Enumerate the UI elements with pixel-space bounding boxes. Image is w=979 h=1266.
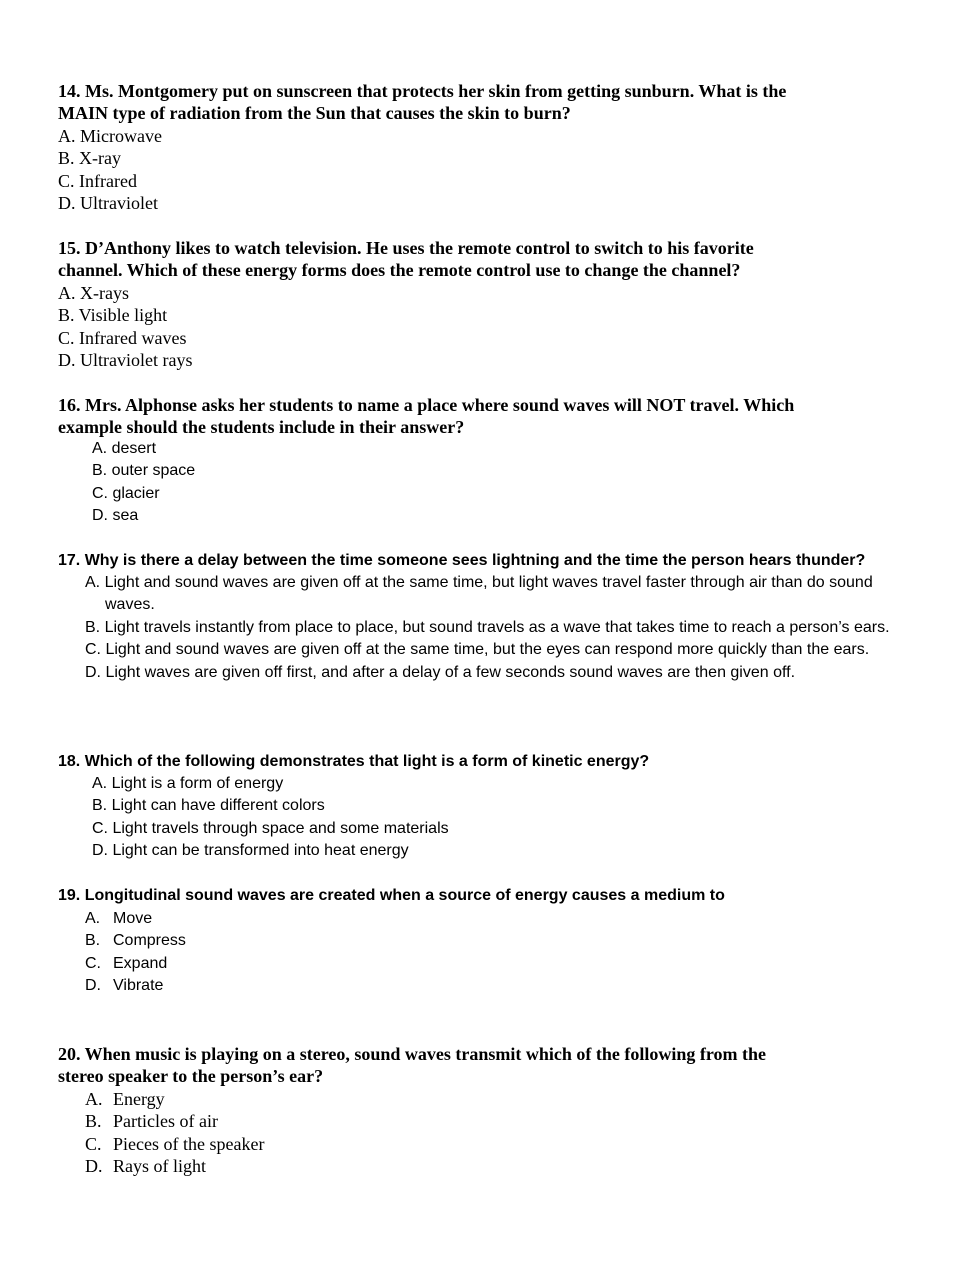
question-19-option-a[interactable]: [85, 908, 485, 930]
question-16-option-b[interactable]: B. outer space: [92, 462, 196, 480]
option-text: Particles of air: [113, 1111, 218, 1132]
question-16-stem-line-1: 16. Mrs. Alphonse asks her students to name a place where sound waves will NOT travel. Which: [58, 395, 795, 415]
question-18-options: [92, 773, 692, 863]
question-18: [58, 751, 958, 773]
option-text: Pieces of the speaker: [113, 1133, 265, 1154]
question-15-stem-line-1: 15. D’Anthony likes to watch television. He uses the remote control to switch to his favorite: [58, 238, 754, 258]
question-17: [58, 550, 963, 572]
question-19-options: [85, 908, 485, 998]
question-20-options: [85, 1088, 485, 1178]
option-letter: B.: [85, 932, 101, 950]
question-17-option-b[interactable]: B. Light travels instantly from place to place, but sound travels as a wave that takes time to reach a person’s ears.: [85, 618, 890, 636]
question-15-option-d[interactable]: D. Ultraviolet rays: [58, 350, 193, 371]
question-20-stem-line-1: 20. When music is playing on a stereo, sound waves transmit which of the following from the: [58, 1044, 767, 1064]
question-14-option-a[interactable]: A. Microwave: [58, 125, 162, 146]
option-letter: B.: [85, 1111, 102, 1132]
question-19: [58, 885, 958, 907]
question-20-option-d[interactable]: [85, 1155, 485, 1177]
question-19-option-b[interactable]: [85, 930, 485, 952]
question-19-stem: 19. Longitudinal sound waves are created when a source of energy causes a medium to: [58, 887, 725, 904]
question-16-stem-line-2: example should the students include in their answer?: [58, 417, 465, 438]
question-14-stem-line-2: MAIN type of radiation from the Sun that causes the skin to burn?: [58, 103, 571, 124]
question-14-option-b[interactable]: B. X-ray: [58, 148, 121, 169]
question-16-options: [92, 438, 492, 528]
question-15-option-a[interactable]: A. X-rays: [58, 282, 129, 303]
question-20-stem-line-2: stereo speaker to the person’s ear?: [58, 1066, 324, 1087]
option-letter: D.: [85, 1156, 103, 1177]
question-16: [58, 394, 958, 439]
question-20-option-b[interactable]: [85, 1110, 485, 1132]
question-15-option-c[interactable]: C. Infrared waves: [58, 327, 187, 348]
question-18-option-d[interactable]: D. Light can be transformed into heat energy: [92, 842, 409, 860]
question-17-option-a[interactable]: A. Light and sound waves are given off at the same time, but light waves travel faster through air than do sound waves.: [85, 574, 873, 614]
question-19-option-d[interactable]: [85, 975, 485, 997]
option-letter: A.: [85, 1089, 103, 1109]
question-17-stem: 17. Why is there a delay between the time someone sees lightning and the time the person hears thunder?: [58, 552, 866, 569]
option-letter: A.: [85, 910, 101, 927]
option-text: Vibrate: [113, 977, 164, 995]
question-14-stem-line-1: 14. Ms. Montgomery put on sunscreen that protects her skin from getting sunburn. What is the: [58, 81, 787, 101]
question-16-option-d[interactable]: D. sea: [92, 507, 139, 525]
question-18-option-a[interactable]: A. Light is a form of energy: [92, 775, 284, 792]
question-18-option-b[interactable]: B. Light can have different colors: [92, 797, 325, 815]
question-17-option-d[interactable]: D. Light waves are given off first, and after a delay of a few seconds sound waves are then given off.: [85, 663, 796, 681]
question-14: [58, 80, 958, 214]
question-18-stem: 18. Which of the following demonstrates that light is a form of kinetic energy?: [58, 753, 650, 770]
question-15: [58, 237, 958, 371]
question-20-option-a[interactable]: [85, 1088, 485, 1110]
option-text: Compress: [113, 932, 186, 950]
option-text: Expand: [113, 954, 168, 972]
option-text: Rays of light: [113, 1156, 206, 1177]
option-letter: C.: [85, 954, 101, 972]
question-20-option-c[interactable]: [85, 1133, 485, 1155]
option-letter: D.: [85, 977, 101, 995]
question-15-option-b[interactable]: B. Visible light: [58, 305, 168, 326]
question-16-option-c[interactable]: C. glacier: [92, 484, 160, 502]
question-15-stem-line-2: channel. Which of these energy forms does the remote control use to change the channel?: [58, 260, 741, 281]
question-19-option-c[interactable]: [85, 953, 485, 975]
question-14-option-c[interactable]: C. Infrared: [58, 170, 137, 191]
question-16-option-a[interactable]: A. desert: [92, 440, 157, 457]
question-20: [58, 1043, 958, 1088]
option-text: Energy: [113, 1089, 165, 1109]
question-17-option-c[interactable]: C. Light and sound waves are given off at the same time, but the eyes can respond more quickly than the ears.: [85, 641, 870, 659]
question-18-option-c[interactable]: C. Light travels through space and some materials: [92, 819, 449, 837]
option-letter: C.: [85, 1133, 102, 1154]
question-17-options: [85, 572, 921, 684]
question-14-option-d[interactable]: D. Ultraviolet: [58, 193, 158, 214]
option-text: Move: [113, 910, 153, 927]
